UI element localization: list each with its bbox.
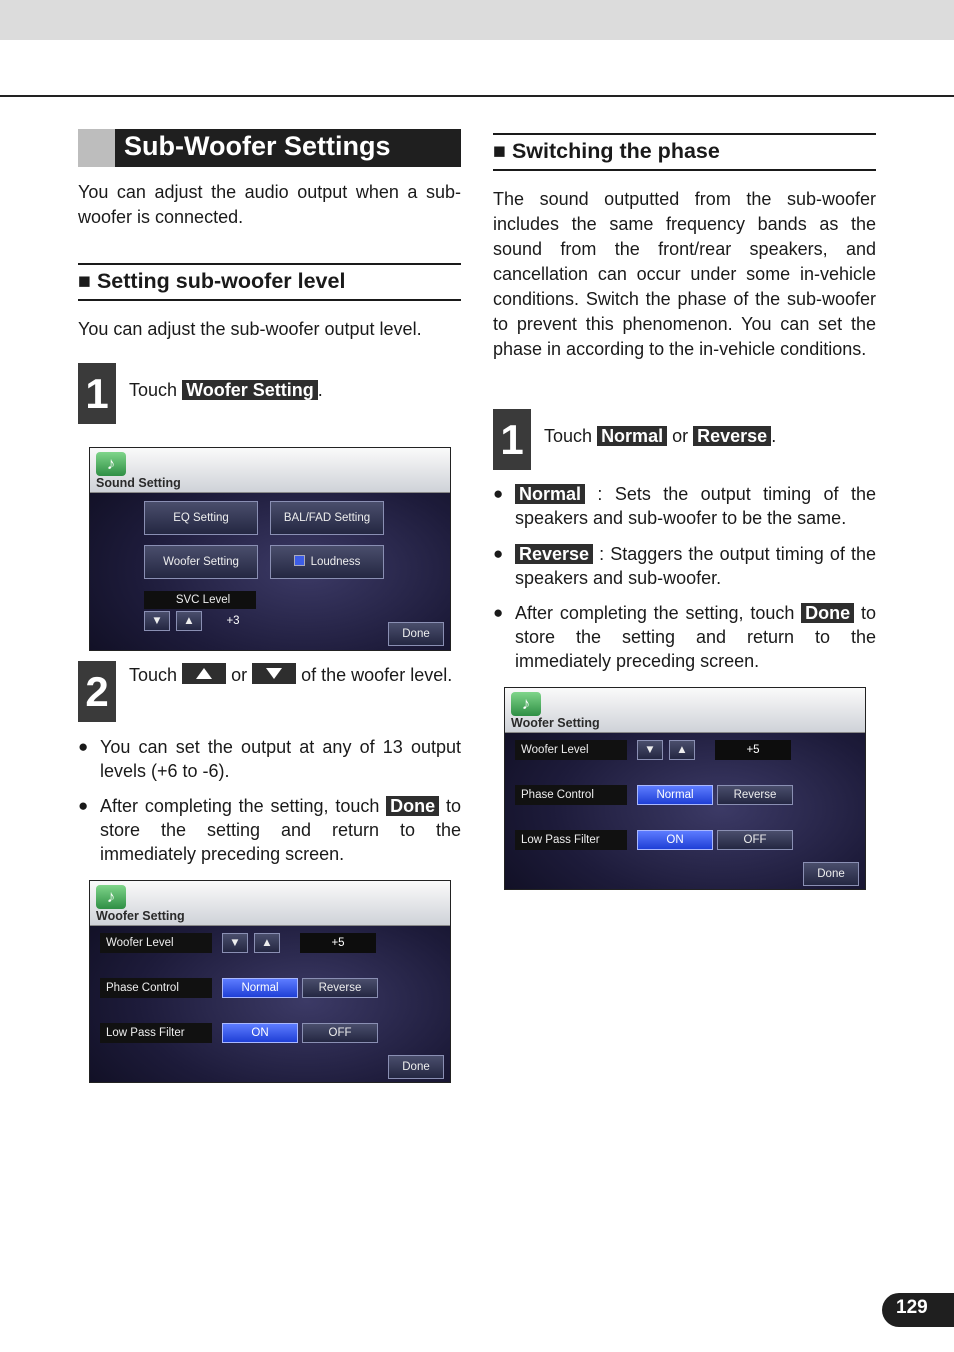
woofer-level-label: Woofer Level xyxy=(100,933,212,953)
reverse-button[interactable]: Reverse xyxy=(717,785,793,805)
left-step2-text xyxy=(129,662,459,688)
right-bullet-1-text xyxy=(515,482,876,530)
phase-control-label: Phase Control xyxy=(100,978,212,998)
right-step1-number: 1 xyxy=(493,409,531,470)
down-arrow-key-icon xyxy=(252,663,296,684)
section-title-tab xyxy=(78,129,115,167)
right-step1-pre: Touch xyxy=(544,426,593,446)
left-step2-post: of the woofer level. xyxy=(301,665,453,685)
woofer-level-value: +5 xyxy=(300,933,376,953)
screen-header xyxy=(90,448,450,493)
left-bullet-1 xyxy=(78,735,461,785)
lpf-off-button[interactable]: OFF xyxy=(717,830,793,850)
done-button[interactable]: Done xyxy=(388,622,444,646)
low-pass-filter-label: Low Pass Filter xyxy=(515,830,627,850)
svc-up-button[interactable]: ▲ xyxy=(176,611,202,631)
music-note-icon: ♪ xyxy=(96,885,126,909)
left-step2-pre: Touch xyxy=(129,665,178,685)
screen-title: Sound Setting xyxy=(96,476,181,490)
left-subheading: ■ Setting sub-woofer level xyxy=(78,263,461,301)
right-body-text: The sound outputted from the sub-woofer includes the same frequency bands as the sound from the front/rear speakers, and cancellation can occur under some in-vehicle conditions. Switch the phase of the sub-woofer to prevent this phenomenon. You can set the phase in according to the in-vehicle conditions. xyxy=(493,189,876,359)
woofer-level-value: +5 xyxy=(715,740,791,760)
woofer-setting-button[interactable]: Woofer Setting xyxy=(144,545,258,579)
page-number: 129 xyxy=(882,1293,954,1327)
screen-title: Woofer Setting xyxy=(96,909,185,923)
woofer-setting-screen-left xyxy=(89,880,451,1083)
woofer-level-down-button[interactable]: ▼ xyxy=(637,740,663,760)
screen-header xyxy=(90,881,450,926)
bullet-icon: ● xyxy=(78,796,89,815)
bullet-icon: ● xyxy=(493,603,504,622)
left-bullet-2-post: to store the setting and return to the immediately preceding screen. xyxy=(100,796,461,864)
up-arrow-key-icon xyxy=(182,663,226,684)
right-bullet-2 xyxy=(493,542,876,592)
woofer-level-up-button[interactable]: ▲ xyxy=(669,740,695,760)
phase-control-label: Phase Control xyxy=(515,785,627,805)
right-bullet-3-pre: After completing the setting, touch xyxy=(515,603,795,623)
bal-fad-setting-button[interactable]: BAL/FAD Setting xyxy=(270,501,384,535)
woofer-level-label: Woofer Level xyxy=(515,740,627,760)
woofer-level-down-button[interactable]: ▼ xyxy=(222,933,248,953)
right-step1-mid: or xyxy=(672,426,689,446)
section-title-text: Sub-Woofer Settings xyxy=(124,131,391,161)
left-bullet-2 xyxy=(78,794,461,869)
right-bullet-2-text xyxy=(515,542,876,590)
left-step2-mid: or xyxy=(231,665,248,685)
bullet-icon: ● xyxy=(493,484,504,503)
intro-text: You can adjust the audio output when a sub-woofer is connected. xyxy=(78,182,461,227)
low-pass-filter-label: Low Pass Filter xyxy=(100,1023,212,1043)
normal-button[interactable]: Normal xyxy=(637,785,713,805)
done-key: Done xyxy=(386,796,439,816)
reverse-key: Reverse xyxy=(693,426,771,446)
left-bullet-2-pre: After completing the setting, touch xyxy=(100,796,380,816)
top-rule xyxy=(0,95,954,97)
bullet-icon: ● xyxy=(78,737,89,756)
left-bullet-2-text xyxy=(100,794,461,866)
left-step1-number: 1 xyxy=(78,363,116,424)
right-subheading: ■ Switching the phase xyxy=(493,133,876,171)
section-title xyxy=(78,129,461,167)
top-bar xyxy=(0,0,954,40)
left-bullet-1-text: You can set the output at any of 13 output levels (+6 to -6). xyxy=(100,737,461,781)
bullet-icon: ● xyxy=(493,544,504,563)
music-note-icon: ♪ xyxy=(96,452,126,476)
lpf-on-button[interactable]: ON xyxy=(637,830,713,850)
right-step1-text xyxy=(544,424,874,449)
svc-level-label: SVC Level xyxy=(144,591,256,609)
right-bullet-3-text xyxy=(515,601,876,673)
done-button[interactable]: Done xyxy=(803,862,859,886)
right-bullet-1-desc: : Sets the output timing of the speakers and sub-woofer to be the same. xyxy=(515,484,876,528)
lpf-off-button[interactable]: OFF xyxy=(302,1023,378,1043)
normal-button[interactable]: Normal xyxy=(222,978,298,998)
left-step2-number: 2 xyxy=(78,661,116,722)
loudness-button[interactable] xyxy=(270,545,384,579)
right-bullet-3 xyxy=(493,601,876,676)
left-step1-pre: Touch xyxy=(129,380,178,400)
screen-title: Woofer Setting xyxy=(511,716,600,730)
normal-key: Normal xyxy=(597,426,667,446)
screen-header xyxy=(505,688,865,733)
left-step1-post: . xyxy=(317,380,323,400)
svc-value: +3 xyxy=(226,615,240,627)
left-subheading-text: You can adjust the sub-woofer output level. xyxy=(78,319,422,339)
music-note-icon: ♪ xyxy=(511,692,541,716)
right-bullet-2-desc: : Staggers the output timing of the speakers and sub-woofer. xyxy=(515,544,876,588)
right-step1-post: . xyxy=(771,426,777,446)
normal-key: Normal xyxy=(515,484,585,504)
woofer-level-up-button[interactable]: ▲ xyxy=(254,933,280,953)
woofer-setting-key: Woofer Setting xyxy=(182,380,318,400)
svc-down-button[interactable]: ▼ xyxy=(144,611,170,631)
loudness-checkbox xyxy=(294,555,305,566)
reverse-key: Reverse xyxy=(515,544,593,564)
done-key: Done xyxy=(801,603,854,623)
loudness-label: Loudness xyxy=(310,556,361,568)
right-bullet-1 xyxy=(493,482,876,532)
right-bullet-3-post: to store the setting and return to the immediately preceding screen. xyxy=(515,603,876,671)
left-step1-text xyxy=(129,378,459,403)
sound-setting-screen xyxy=(89,447,451,651)
done-button[interactable]: Done xyxy=(388,1055,444,1079)
eq-setting-button[interactable]: EQ Setting xyxy=(144,501,258,535)
reverse-button[interactable]: Reverse xyxy=(302,978,378,998)
woofer-setting-screen-right xyxy=(504,687,866,890)
lpf-on-button[interactable]: ON xyxy=(222,1023,298,1043)
